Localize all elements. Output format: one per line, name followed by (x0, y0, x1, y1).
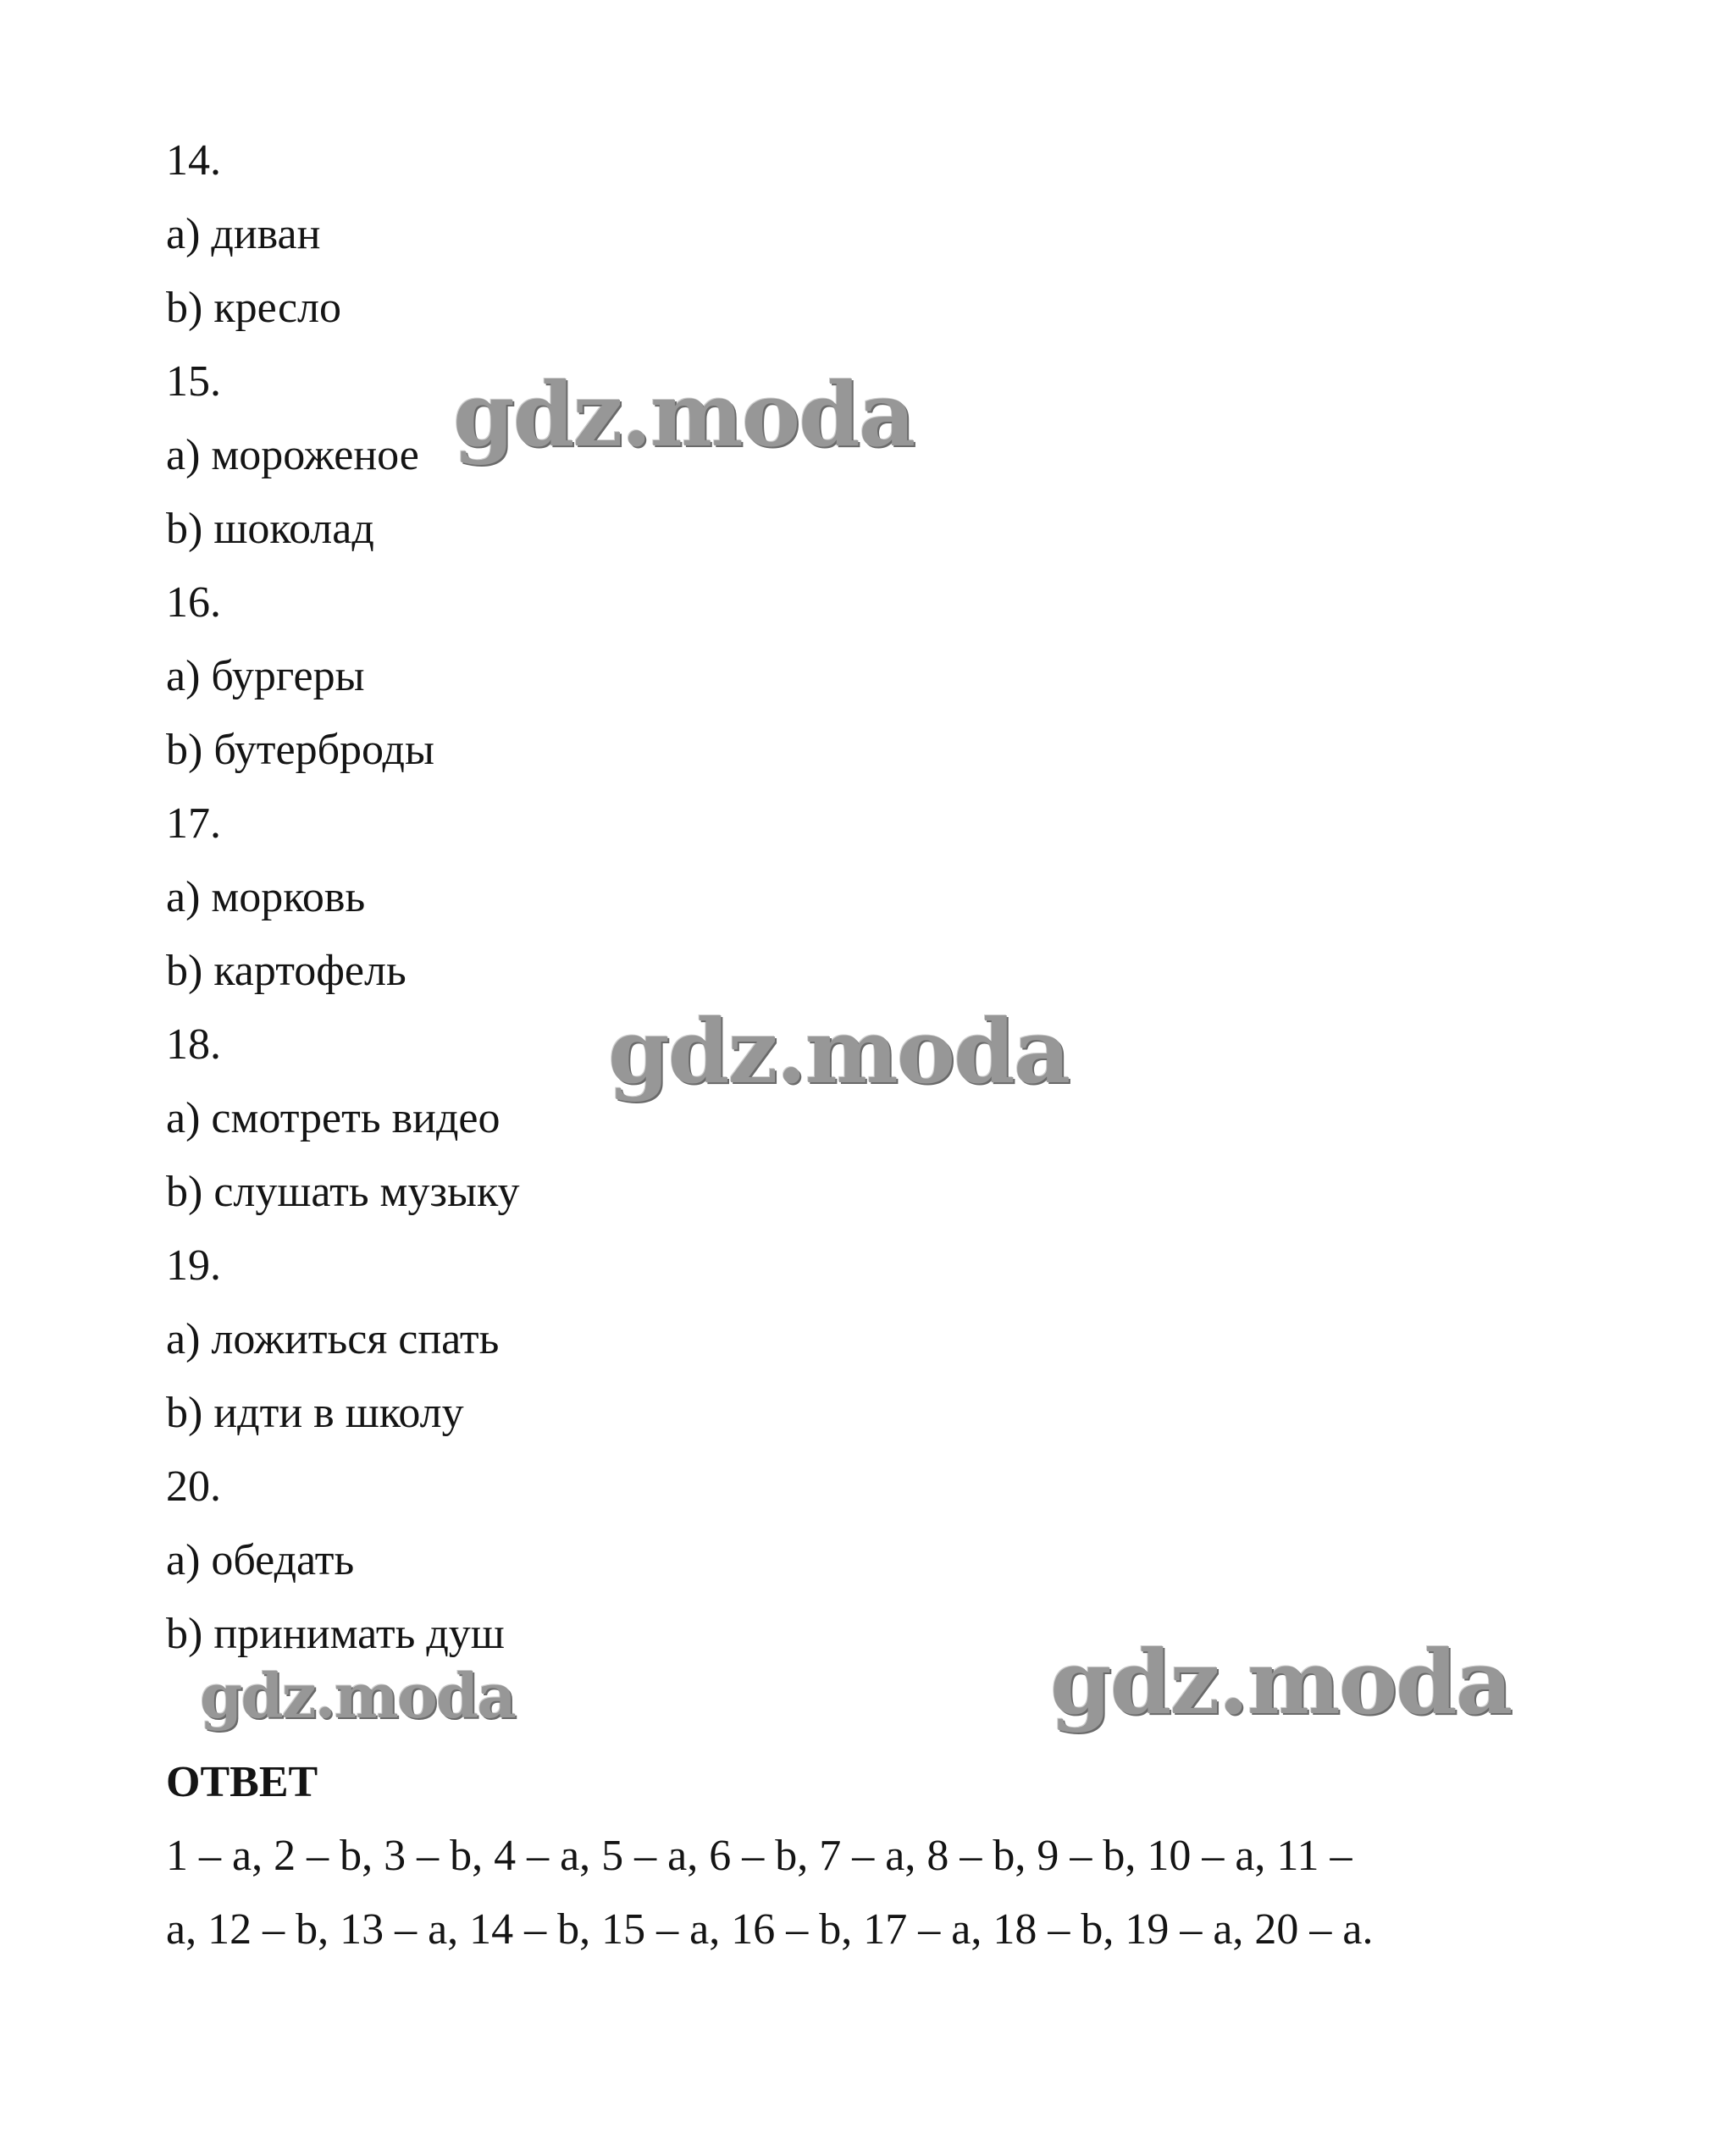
option-a: a) обедать (166, 1536, 355, 1584)
option-b: b) слушать музыку (166, 1168, 520, 1216)
option-a: a) диван (166, 210, 321, 258)
option-b: b) шоколад (166, 505, 374, 553)
option-b: b) идти в школу (166, 1389, 464, 1437)
option-a: a) ложиться спать (166, 1315, 500, 1363)
watermark-logo: gdz.moda (1050, 1630, 1512, 1734)
item-number: 17. (166, 799, 221, 848)
item-number: 19. (166, 1241, 221, 1290)
option-a: a) бургеры (166, 652, 365, 700)
option-b: b) бутерброды (166, 726, 434, 774)
option-b: b) принимать душ (166, 1610, 505, 1658)
item-number: 20. (166, 1462, 221, 1511)
item-number: 18. (166, 1020, 221, 1069)
item-number: 14. (166, 136, 221, 185)
answer-line-1: 1 – a, 2 – b, 3 – b, 4 – a, 5 – a, 6 – b, 7 – a, 8 – b, 9 – b, 10 – a, 11 – (166, 1832, 1352, 1880)
option-b: b) кресло (166, 284, 341, 332)
watermark-logo: gdz.moda (608, 999, 1070, 1103)
answer-heading: ОТВЕТ (166, 1758, 318, 1806)
option-a: a) мороженое (166, 431, 419, 479)
watermark-logo: gdz.moda (453, 362, 915, 467)
option-a: a) морковь (166, 873, 366, 921)
item-number: 16. (166, 578, 221, 627)
item-number: 15. (166, 357, 221, 406)
option-a: a) смотреть видео (166, 1094, 501, 1142)
option-b: b) картофель (166, 947, 407, 995)
watermark-logo: gdz.moda (200, 1660, 515, 1732)
answer-line-2: a, 12 – b, 13 – a, 14 – b, 15 – a, 16 – b, 17 – a, 18 – b, 19 – a, 20 – a. (166, 1905, 1374, 1954)
